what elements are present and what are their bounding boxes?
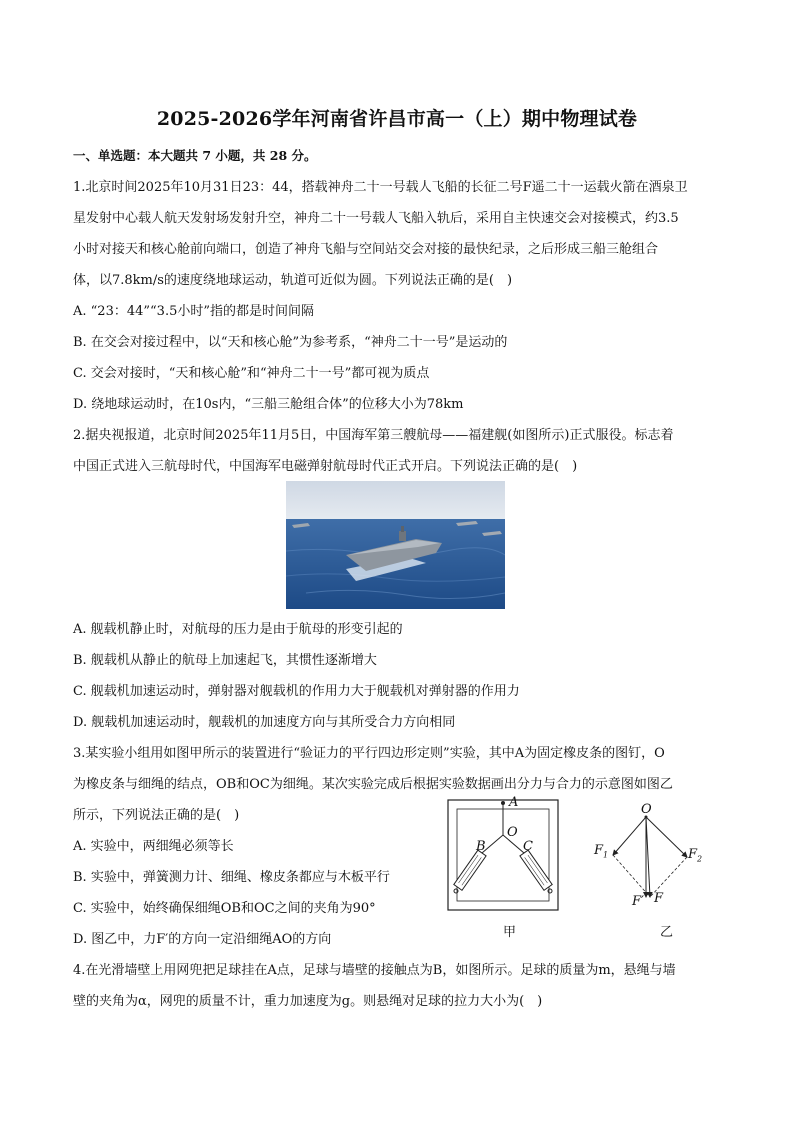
q3-option-a: A. 实验中，两细绳必须等长 [73, 839, 234, 854]
label-f: F [654, 891, 664, 906]
q3-option-d: D. 图乙中，力F′的方向一定沿细绳AO的方向 [73, 932, 332, 947]
q2-option-c: C. 舰载机加速运动时，弹射器对舰载机的作用力大于舰载机对弹射器的作用力 [73, 684, 520, 699]
label-o: O [507, 825, 518, 840]
label-a: A [509, 795, 519, 810]
q3-stem-line-2: 为橡皮条与细绳的结点，OB和OC为细绳。某次实验完成后根据实验数据画出分力与合力的示意图如图乙 [73, 777, 673, 792]
figure-jia-apparatus [440, 795, 580, 945]
q3-stem-line-1: 3.某实验小组用如图甲所示的装置进行“验证力的平行四边形定则”实验，其中A为固定橡皮条的图钉，O [73, 746, 665, 761]
q2-option-b: B. 舰载机从静止的航母上加速起飞，其惯性逐渐增大 [73, 653, 377, 668]
section-heading: 一、单选题：本大题共 7 小题，共 28 分。 [73, 148, 317, 163]
q1-stem-line-4: 体，以7.8km/s的速度绕地球运动，轨道可近似为圆。下列说法正确的是( ) [73, 273, 513, 288]
q3-option-b: B. 实验中，弹簧测力计、细绳、橡皮条都应与木板平行 [73, 870, 390, 885]
caption-yi: 乙 [660, 925, 674, 940]
q1-option-a: A. “23：44”“3.5小时”指的都是时间间隔 [73, 304, 314, 319]
label-o: O [641, 802, 652, 817]
figure-yi-force-diagram [590, 802, 720, 945]
q2-stem-line-1: 2.据央视报道，北京时间2025年11月5日，中国海军第三艘航母——福建舰(如图所示)正式服役。标志着 [73, 428, 674, 443]
label-f-prime: F′ [632, 894, 644, 909]
label-c: C [523, 839, 533, 854]
q2-option-a: A. 舰载机静止时，对航母的压力是由于航母的形变引起的 [73, 622, 403, 637]
q4-stem-line-1: 4.在光滑墙壁上用网兜把足球挂在A点，足球与墙壁的接触点为B，如图所示。足球的质量为m，悬绳与墙 [73, 963, 676, 978]
q3-stem-line-3: 所示，下列说法正确的是( ) [73, 808, 240, 823]
q1-option-b: B. 在交会对接过程中，以“天和核心舱”为参考系，“神舟二十一号”是运动的 [73, 335, 508, 350]
q2-stem-line-2: 中国正式进入三航母时代，中国海军电磁弹射航母时代正式开启。下列说法正确的是( ) [73, 459, 578, 474]
label-f1: $F_1$ [594, 843, 609, 860]
q1-stem-line-3: 小时对接天和核心舱前向端口，创造了神舟飞船与空间站交会对接的最快纪录，之后形成三船三舱组合 [73, 242, 659, 257]
aircraft-carrier-photo [286, 481, 505, 609]
q2-option-d: D. 舰载机加速运动时，舰载机的加速度方向与其所受合力方向相同 [73, 715, 456, 730]
label-b: B [476, 839, 486, 854]
q1-option-c: C. 交会对接时，“天和核心舱”和“神舟二十一号”都可视为质点 [73, 366, 430, 381]
q1-stem-line-2: 星发射中心载人航天发射场发射升空，神舟二十一号载人飞船入轨后，采用自主快速交会对接模式，约3.5 [73, 211, 679, 226]
label-f2: $F_2$ [688, 847, 703, 864]
q4-stem-line-2: 壁的夹角为α，网兜的质量不计，重力加速度为g。则悬绳对足球的拉力大小为( ) [73, 994, 543, 1009]
q3-option-c: C. 实验中，始终确保细绳OB和OC之间的夹角为90° [73, 901, 376, 916]
q1-stem-line-1: 1.北京时间2025年10月31日23：44，搭载神舟二十一号载人飞船的长征二号F遥二十一运载火箭在酒泉卫 [73, 180, 688, 195]
exam-title: 2025-2026学年河南省许昌市高一（上）期中物理试卷 [156, 108, 638, 130]
caption-jia: 甲 [503, 925, 517, 940]
q1-option-d: D. 绕地球运动时，在10s内，“三船三舱组合体”的位移大小为78km [73, 397, 464, 412]
